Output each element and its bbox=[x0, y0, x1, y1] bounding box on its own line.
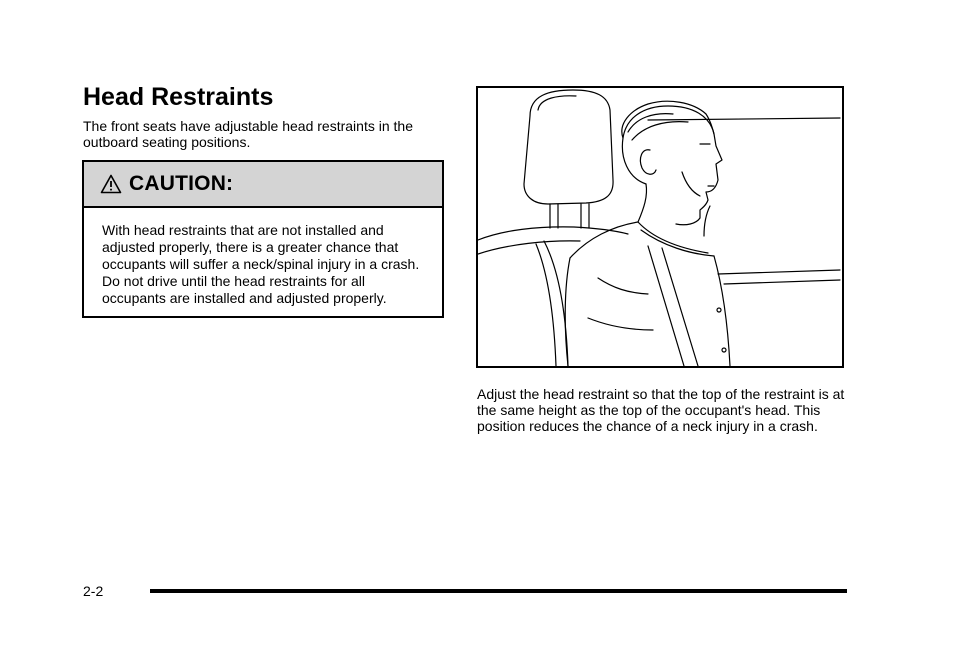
head-restraint-outline bbox=[524, 90, 613, 204]
footer-rule bbox=[150, 589, 847, 593]
head-restraint-illustration bbox=[476, 86, 844, 368]
page-title: Head Restraints bbox=[83, 83, 274, 111]
intro-paragraph: The front seats have adjustable head restraints in the outboard seating positions. bbox=[83, 118, 413, 150]
seat-back-seam bbox=[478, 241, 580, 254]
face-profile bbox=[622, 106, 722, 225]
caution-box bbox=[82, 160, 444, 318]
window-line bbox=[718, 270, 840, 274]
neck-outline bbox=[704, 206, 710, 236]
head-restraint-inner-edge bbox=[538, 96, 576, 110]
caution-title: CAUTION: bbox=[129, 172, 234, 195]
seat-belt bbox=[648, 246, 684, 366]
seat-back-outline bbox=[478, 227, 628, 240]
cheek-line bbox=[682, 172, 700, 196]
seat-belt bbox=[662, 248, 698, 366]
page-number: 2-2 bbox=[83, 583, 104, 599]
shirt-button bbox=[722, 348, 726, 352]
shirt-fold bbox=[598, 278, 648, 294]
restraint-post bbox=[550, 204, 558, 228]
hair-strand bbox=[632, 122, 688, 140]
figure-caption: Adjust the head restraint so that the top of the restraint is at the same height as the top of the occupant's head. This position reduces the chance of a neck injury in a crash. bbox=[477, 386, 845, 434]
window-line bbox=[648, 118, 840, 120]
caution-header bbox=[84, 162, 442, 208]
neck-outline bbox=[638, 184, 647, 222]
seat-back-side bbox=[544, 241, 568, 366]
ear bbox=[640, 150, 656, 175]
caution-text: With head restraints that are not installed and adjusted properly, there is a greater chance that occupants will suffer a neck/spinal injury in a crash. Do not drive until the head restraints for all occupants are installed and adjusted properly. bbox=[102, 222, 420, 306]
window-line bbox=[724, 280, 840, 284]
shirt-button bbox=[717, 308, 721, 312]
warning-triangle-icon bbox=[100, 174, 122, 194]
restraint-post bbox=[581, 204, 589, 228]
shirt-fold bbox=[588, 318, 653, 330]
